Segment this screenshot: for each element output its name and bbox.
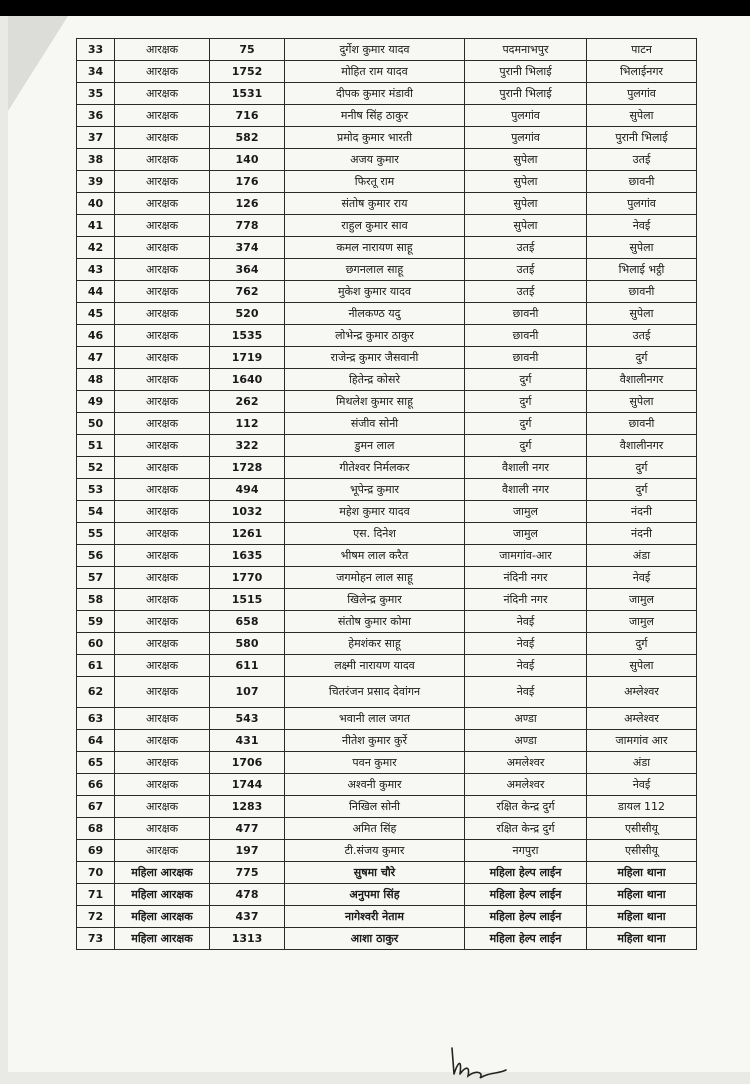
table-row [77, 545, 697, 567]
employee-name-cell: अश्वनी कुमार [285, 774, 465, 796]
employee-name-cell: निखिल सोनी [285, 796, 465, 818]
badge-number-cell: 477 [210, 818, 285, 840]
badge-number-cell: 431 [210, 730, 285, 752]
table-row [77, 479, 697, 501]
new-posting-cell: महिला थाना [587, 862, 697, 884]
current-posting-cell: सुपेला [465, 171, 587, 193]
rank-cell: आरक्षक [115, 545, 210, 567]
current-posting-cell: नेवई [465, 611, 587, 633]
employee-name-cell: नागेश्वरी नेताम [285, 906, 465, 928]
badge-number-cell: 126 [210, 193, 285, 215]
table-row [77, 928, 697, 950]
new-posting-cell: दुर्ग [587, 347, 697, 369]
serial-number-cell: 56 [77, 545, 115, 567]
employee-name-cell: हेमशंकर साहू [285, 633, 465, 655]
new-posting-cell: उतई [587, 149, 697, 171]
current-posting-cell: सुपेला [465, 193, 587, 215]
rank-cell: आरक्षक [115, 127, 210, 149]
serial-number-cell: 46 [77, 325, 115, 347]
current-posting-cell: दुर्ग [465, 413, 587, 435]
rank-cell: आरक्षक [115, 752, 210, 774]
rank-cell: आरक्षक [115, 774, 210, 796]
table-row [77, 589, 697, 611]
serial-number-cell: 51 [77, 435, 115, 457]
new-posting-cell: जामुल [587, 611, 697, 633]
serial-number-cell: 40 [77, 193, 115, 215]
current-posting-cell: नेवई [465, 633, 587, 655]
serial-number-cell: 43 [77, 259, 115, 281]
current-posting-cell: नेवई [465, 677, 587, 708]
serial-number-cell: 38 [77, 149, 115, 171]
badge-number-cell: 1635 [210, 545, 285, 567]
employee-name-cell: मुकेश कुमार यादव [285, 281, 465, 303]
badge-number-cell: 1770 [210, 567, 285, 589]
rank-cell: आरक्षक [115, 567, 210, 589]
rank-cell: आरक्षक [115, 391, 210, 413]
employee-name-cell: संजीव सोनी [285, 413, 465, 435]
employee-name-cell: खिलेन्द्र कुमार [285, 589, 465, 611]
serial-number-cell: 58 [77, 589, 115, 611]
serial-number-cell: 67 [77, 796, 115, 818]
table-row [77, 457, 697, 479]
new-posting-cell: छावनी [587, 413, 697, 435]
current-posting-cell: पदमनाभपुर [465, 39, 587, 61]
current-posting-cell: उतई [465, 281, 587, 303]
badge-number-cell: 658 [210, 611, 285, 633]
table-row [77, 501, 697, 523]
rank-cell: महिला आरक्षक [115, 862, 210, 884]
table-row [77, 730, 697, 752]
badge-number-cell: 1261 [210, 523, 285, 545]
new-posting-cell: सुपेला [587, 303, 697, 325]
new-posting-cell: भिलाईनगर [587, 61, 697, 83]
rank-cell: आरक्षक [115, 325, 210, 347]
badge-number-cell: 75 [210, 39, 285, 61]
new-posting-cell: पुलगांव [587, 83, 697, 105]
rank-cell: महिला आरक्षक [115, 884, 210, 906]
new-posting-cell: दुर्ग [587, 457, 697, 479]
badge-number-cell: 1283 [210, 796, 285, 818]
badge-number-cell: 762 [210, 281, 285, 303]
new-posting-cell: सुपेला [587, 105, 697, 127]
rank-cell: आरक्षक [115, 523, 210, 545]
badge-number-cell: 580 [210, 633, 285, 655]
rank-cell: महिला आरक्षक [115, 906, 210, 928]
table-row [77, 325, 697, 347]
badge-number-cell: 778 [210, 215, 285, 237]
badge-number-cell: 543 [210, 708, 285, 730]
employee-name-cell: प्रमोद कुमार भारती [285, 127, 465, 149]
new-posting-cell: एसीसीयू [587, 840, 697, 862]
rank-cell: आरक्षक [115, 61, 210, 83]
rank-cell: आरक्षक [115, 435, 210, 457]
serial-number-cell: 72 [77, 906, 115, 928]
rank-cell: आरक्षक [115, 105, 210, 127]
badge-number-cell: 1752 [210, 61, 285, 83]
new-posting-cell: पाटन [587, 39, 697, 61]
table-row [77, 862, 697, 884]
current-posting-cell: छावनी [465, 347, 587, 369]
badge-number-cell: 611 [210, 655, 285, 677]
new-posting-cell: एसीसीयू [587, 818, 697, 840]
table-row [77, 391, 697, 413]
employee-name-cell: राजेन्द्र कुमार जैसवानी [285, 347, 465, 369]
employee-name-cell: संतोष कुमार कोमा [285, 611, 465, 633]
employee-name-cell: डुमन लाल [285, 435, 465, 457]
table-row [77, 171, 697, 193]
table-row [77, 435, 697, 457]
table-row [77, 677, 697, 708]
current-posting-cell: नंदिनी नगर [465, 589, 587, 611]
employee-name-cell: टी.संजय कुमार [285, 840, 465, 862]
rank-cell: आरक्षक [115, 796, 210, 818]
current-posting-cell: रक्षित केन्द्र दुर्ग [465, 796, 587, 818]
new-posting-cell: जामगांव आर [587, 730, 697, 752]
rank-cell: आरक्षक [115, 281, 210, 303]
rank-cell: आरक्षक [115, 611, 210, 633]
table-row [77, 303, 697, 325]
current-posting-cell: पुरानी भिलाई [465, 61, 587, 83]
rank-cell: आरक्षक [115, 347, 210, 369]
serial-number-cell: 48 [77, 369, 115, 391]
rank-cell: आरक्षक [115, 303, 210, 325]
new-posting-cell: पुलगांव [587, 193, 697, 215]
new-posting-cell: वैशालीनगर [587, 369, 697, 391]
rank-cell: आरक्षक [115, 479, 210, 501]
rank-cell: आरक्षक [115, 171, 210, 193]
top-black-bar [0, 0, 750, 16]
employee-name-cell: लोभेन्द्र कुमार ठाकुर [285, 325, 465, 347]
rank-cell: आरक्षक [115, 633, 210, 655]
employee-name-cell: गीतेश्वर निर्मलकर [285, 457, 465, 479]
badge-number-cell: 1515 [210, 589, 285, 611]
table-row [77, 884, 697, 906]
employee-name-cell: मोहित राम यादव [285, 61, 465, 83]
new-posting-cell: अंडा [587, 545, 697, 567]
employee-name-cell: भीषम लाल करैत [285, 545, 465, 567]
serial-number-cell: 68 [77, 818, 115, 840]
badge-number-cell: 478 [210, 884, 285, 906]
table-row [77, 149, 697, 171]
serial-number-cell: 54 [77, 501, 115, 523]
employee-name-cell: महेश कुमार यादव [285, 501, 465, 523]
serial-number-cell: 55 [77, 523, 115, 545]
badge-number-cell: 437 [210, 906, 285, 928]
employee-name-cell: चितरंजन प्रसाद देवांगन [285, 677, 465, 708]
new-posting-cell: नंदनी [587, 523, 697, 545]
table-row [77, 633, 697, 655]
new-posting-cell: महिला थाना [587, 928, 697, 950]
document-page [8, 16, 750, 1072]
new-posting-cell: सुपेला [587, 655, 697, 677]
serial-number-cell: 60 [77, 633, 115, 655]
table-row [77, 215, 697, 237]
rank-cell: आरक्षक [115, 369, 210, 391]
employee-name-cell: मनीष सिंह ठाकुर [285, 105, 465, 127]
badge-number-cell: 1313 [210, 928, 285, 950]
new-posting-cell: सुपेला [587, 391, 697, 413]
serial-number-cell: 57 [77, 567, 115, 589]
table-row [77, 281, 697, 303]
employee-name-cell: सुषमा चौरे [285, 862, 465, 884]
current-posting-cell: रक्षित केन्द्र दुर्ग [465, 818, 587, 840]
employee-name-cell: भूपेन्द्र कुमार [285, 479, 465, 501]
new-posting-cell: नेवई [587, 774, 697, 796]
new-posting-cell: अम्लेश्वर [587, 708, 697, 730]
badge-number-cell: 1531 [210, 83, 285, 105]
current-posting-cell: अमलेश्वर [465, 752, 587, 774]
serial-number-cell: 70 [77, 862, 115, 884]
badge-number-cell: 1535 [210, 325, 285, 347]
badge-number-cell: 322 [210, 435, 285, 457]
rank-cell: आरक्षक [115, 237, 210, 259]
employee-name-cell: जगमोहन लाल साहू [285, 567, 465, 589]
badge-number-cell: 1706 [210, 752, 285, 774]
rank-cell: आरक्षक [115, 149, 210, 171]
table-row [77, 655, 697, 677]
employee-name-cell: एस. दिनेश [285, 523, 465, 545]
serial-number-cell: 53 [77, 479, 115, 501]
current-posting-cell: महिला हेल्प लाईन [465, 928, 587, 950]
new-posting-cell: महिला थाना [587, 906, 697, 928]
badge-number-cell: 520 [210, 303, 285, 325]
new-posting-cell: भिलाई भट्ठी [587, 259, 697, 281]
serial-number-cell: 37 [77, 127, 115, 149]
serial-number-cell: 49 [77, 391, 115, 413]
rank-cell: आरक्षक [115, 655, 210, 677]
table-row [77, 611, 697, 633]
employee-name-cell: राहुल कुमार साव [285, 215, 465, 237]
current-posting-cell: जामुल [465, 501, 587, 523]
rank-cell: महिला आरक्षक [115, 928, 210, 950]
serial-number-cell: 62 [77, 677, 115, 708]
current-posting-cell: दुर्ग [465, 391, 587, 413]
new-posting-cell: दुर्ग [587, 479, 697, 501]
new-posting-cell: पुरानी भिलाई [587, 127, 697, 149]
serial-number-cell: 61 [77, 655, 115, 677]
transfer-table [76, 38, 697, 950]
current-posting-cell: अण्डा [465, 708, 587, 730]
current-posting-cell: वैशाली नगर [465, 479, 587, 501]
serial-number-cell: 65 [77, 752, 115, 774]
serial-number-cell: 42 [77, 237, 115, 259]
current-posting-cell: सुपेला [465, 215, 587, 237]
employee-name-cell: दुर्गेश कुमार यादव [285, 39, 465, 61]
serial-number-cell: 39 [77, 171, 115, 193]
rank-cell: आरक्षक [115, 413, 210, 435]
table-row [77, 774, 697, 796]
rank-cell: आरक्षक [115, 730, 210, 752]
serial-number-cell: 47 [77, 347, 115, 369]
new-posting-cell: नेवई [587, 567, 697, 589]
employee-name-cell: हितेन्द्र कोसरे [285, 369, 465, 391]
current-posting-cell: अमलेश्वर [465, 774, 587, 796]
rank-cell: आरक्षक [115, 501, 210, 523]
employee-name-cell: दीपक कुमार मंडावी [285, 83, 465, 105]
transfer-table-body [77, 39, 697, 950]
serial-number-cell: 73 [77, 928, 115, 950]
rank-cell: आरक्षक [115, 677, 210, 708]
current-posting-cell: जामगांव-आर [465, 545, 587, 567]
table-row [77, 105, 697, 127]
badge-number-cell: 1719 [210, 347, 285, 369]
serial-number-cell: 64 [77, 730, 115, 752]
new-posting-cell: डायल 112 [587, 796, 697, 818]
employee-name-cell: नीलकण्ठ यदु [285, 303, 465, 325]
table-row [77, 347, 697, 369]
current-posting-cell: दुर्ग [465, 435, 587, 457]
new-posting-cell: जामुल [587, 589, 697, 611]
new-posting-cell: दुर्ग [587, 633, 697, 655]
new-posting-cell: नेवई [587, 215, 697, 237]
serial-number-cell: 59 [77, 611, 115, 633]
serial-number-cell: 45 [77, 303, 115, 325]
employee-name-cell: भवानी लाल जगत [285, 708, 465, 730]
table-row [77, 61, 697, 83]
employee-name-cell: पवन कुमार [285, 752, 465, 774]
serial-number-cell: 34 [77, 61, 115, 83]
rank-cell: आरक्षक [115, 457, 210, 479]
current-posting-cell: जामुल [465, 523, 587, 545]
badge-number-cell: 364 [210, 259, 285, 281]
current-posting-cell: नेवई [465, 655, 587, 677]
rank-cell: आरक्षक [115, 193, 210, 215]
rank-cell: आरक्षक [115, 39, 210, 61]
serial-number-cell: 69 [77, 840, 115, 862]
badge-number-cell: 716 [210, 105, 285, 127]
badge-number-cell: 262 [210, 391, 285, 413]
rank-cell: आरक्षक [115, 259, 210, 281]
current-posting-cell: सुपेला [465, 149, 587, 171]
serial-number-cell: 35 [77, 83, 115, 105]
current-posting-cell: पुलगांव [465, 127, 587, 149]
badge-number-cell: 140 [210, 149, 285, 171]
badge-number-cell: 582 [210, 127, 285, 149]
serial-number-cell: 44 [77, 281, 115, 303]
employee-name-cell: अजय कुमार [285, 149, 465, 171]
table-row [77, 193, 697, 215]
current-posting-cell: दुर्ग [465, 369, 587, 391]
employee-name-cell: अमित सिंह [285, 818, 465, 840]
badge-number-cell: 1728 [210, 457, 285, 479]
employee-name-cell: कमल नारायण साहू [285, 237, 465, 259]
rank-cell: आरक्षक [115, 840, 210, 862]
table-row [77, 413, 697, 435]
new-posting-cell: नंदनी [587, 501, 697, 523]
badge-number-cell: 494 [210, 479, 285, 501]
badge-number-cell: 775 [210, 862, 285, 884]
table-row [77, 523, 697, 545]
badge-number-cell: 197 [210, 840, 285, 862]
rank-cell: आरक्षक [115, 818, 210, 840]
badge-number-cell: 112 [210, 413, 285, 435]
table-row [77, 840, 697, 862]
new-posting-cell: छावनी [587, 171, 697, 193]
new-posting-cell: महिला थाना [587, 884, 697, 906]
table-row [77, 818, 697, 840]
badge-number-cell: 107 [210, 677, 285, 708]
employee-name-cell: नीतेश कुमार कुर्रे [285, 730, 465, 752]
serial-number-cell: 52 [77, 457, 115, 479]
badge-number-cell: 1032 [210, 501, 285, 523]
badge-number-cell: 1640 [210, 369, 285, 391]
employee-name-cell: आशा ठाकुर [285, 928, 465, 950]
new-posting-cell: सुपेला [587, 237, 697, 259]
serial-number-cell: 36 [77, 105, 115, 127]
rank-cell: आरक्षक [115, 589, 210, 611]
table-row [77, 39, 697, 61]
serial-number-cell: 33 [77, 39, 115, 61]
new-posting-cell: अम्लेश्वर [587, 677, 697, 708]
current-posting-cell: वैशाली नगर [465, 457, 587, 479]
current-posting-cell: महिला हेल्प लाईन [465, 906, 587, 928]
new-posting-cell: उतई [587, 325, 697, 347]
current-posting-cell: अण्डा [465, 730, 587, 752]
new-posting-cell: छावनी [587, 281, 697, 303]
current-posting-cell: नंदिनी नगर [465, 567, 587, 589]
current-posting-cell: महिला हेल्प लाईन [465, 862, 587, 884]
table-row [77, 796, 697, 818]
rank-cell: आरक्षक [115, 708, 210, 730]
current-posting-cell: छावनी [465, 303, 587, 325]
current-posting-cell: उतई [465, 237, 587, 259]
serial-number-cell: 63 [77, 708, 115, 730]
employee-name-cell: छगनलाल साहू [285, 259, 465, 281]
table-row [77, 752, 697, 774]
employee-name-cell: मिथलेश कुमार साहू [285, 391, 465, 413]
rank-cell: आरक्षक [115, 83, 210, 105]
table-row [77, 237, 697, 259]
table-row [77, 83, 697, 105]
folded-corner [8, 16, 68, 111]
serial-number-cell: 71 [77, 884, 115, 906]
current-posting-cell: महिला हेल्प लाईन [465, 884, 587, 906]
table-row [77, 567, 697, 589]
new-posting-cell: अंडा [587, 752, 697, 774]
current-posting-cell: उतई [465, 259, 587, 281]
current-posting-cell: पुरानी भिलाई [465, 83, 587, 105]
employee-name-cell: संतोष कुमार राय [285, 193, 465, 215]
new-posting-cell: वैशालीनगर [587, 435, 697, 457]
signature-mark [446, 1044, 516, 1084]
table-row [77, 259, 697, 281]
badge-number-cell: 176 [210, 171, 285, 193]
table-row [77, 708, 697, 730]
serial-number-cell: 50 [77, 413, 115, 435]
badge-number-cell: 1744 [210, 774, 285, 796]
serial-number-cell: 66 [77, 774, 115, 796]
current-posting-cell: नगपुरा [465, 840, 587, 862]
employee-name-cell: लक्ष्मी नारायण यादव [285, 655, 465, 677]
rank-cell: आरक्षक [115, 215, 210, 237]
table-row [77, 906, 697, 928]
serial-number-cell: 41 [77, 215, 115, 237]
employee-name-cell: अनुपमा सिंह [285, 884, 465, 906]
table-row [77, 127, 697, 149]
current-posting-cell: छावनी [465, 325, 587, 347]
table-row [77, 369, 697, 391]
current-posting-cell: पुलगांव [465, 105, 587, 127]
employee-name-cell: फिरतू राम [285, 171, 465, 193]
badge-number-cell: 374 [210, 237, 285, 259]
